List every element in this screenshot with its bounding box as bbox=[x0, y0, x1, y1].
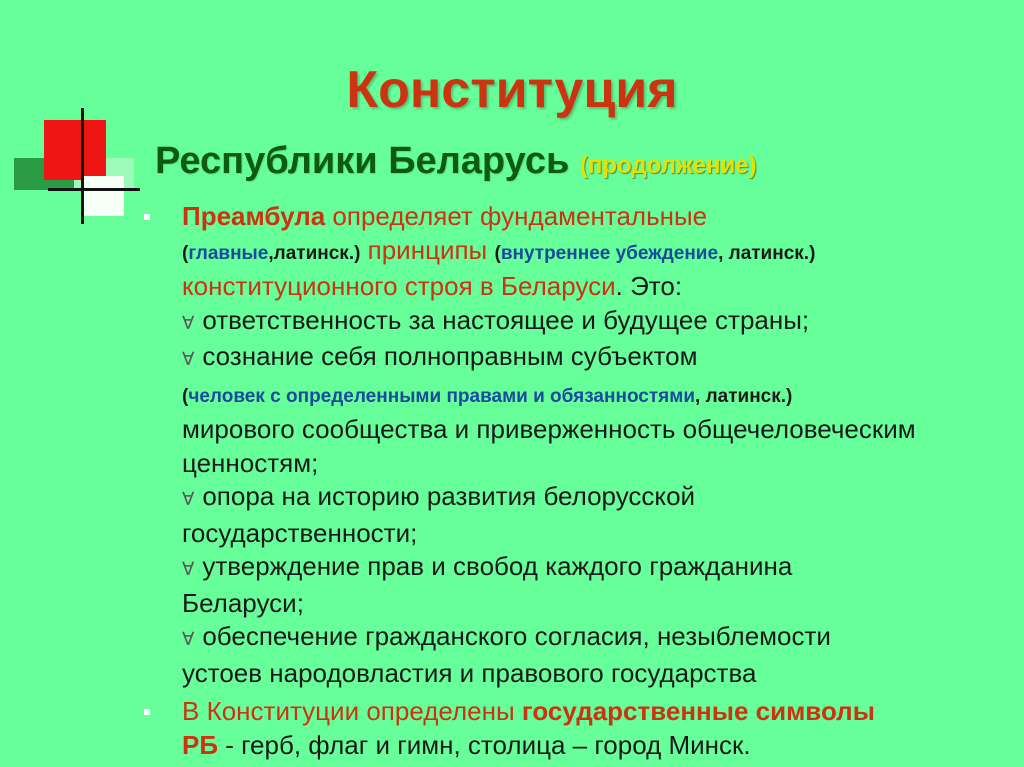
list-item bbox=[182, 304, 1004, 341]
list-item-text: ответственность за настоящее и будущее страны; bbox=[202, 304, 810, 335]
note-main-rest: ,латинск.) bbox=[268, 242, 361, 264]
note-subject-term: человек с определенными правами и обязанностями bbox=[188, 385, 696, 407]
note-subject-open: ( bbox=[182, 385, 189, 407]
symbols-list: - герб, флаг и гимн, столица – город Минск. bbox=[218, 729, 751, 760]
symbols-line bbox=[182, 695, 1004, 729]
symbols-intro: В Конституции определены bbox=[182, 696, 522, 726]
list-item-continuation: Беларуси; bbox=[182, 587, 304, 618]
preamble-line bbox=[182, 200, 1004, 234]
symbols-line-2 bbox=[182, 729, 1004, 763]
list-item-continuation: устоев народовластия и правового государства bbox=[182, 657, 757, 688]
note-conviction-term: внутреннее убеждение bbox=[500, 242, 719, 264]
bullet-symbols bbox=[144, 695, 1004, 762]
checkmark-icon: ∀ bbox=[182, 559, 195, 579]
square-bullet-icon bbox=[144, 214, 150, 220]
principles-line bbox=[182, 234, 1004, 271]
symbols-rb: РБ bbox=[182, 729, 219, 760]
principles-word: принципы bbox=[360, 234, 495, 265]
symbols-term: государственные символы bbox=[521, 696, 875, 726]
list-item-text: сознание себя полноправным субъектом bbox=[202, 341, 698, 371]
list-item-text: обеспечение гражданского согласия, незыблемости bbox=[202, 621, 831, 651]
checkmark-icon: ∀ bbox=[182, 349, 195, 369]
note-main-term: главные bbox=[188, 242, 269, 264]
bullet-preamble bbox=[144, 200, 1004, 690]
page-title: Конституция bbox=[346, 61, 678, 119]
list-item-text: утверждение прав и свобод каждого гражданина bbox=[202, 551, 793, 581]
page-subtitle bbox=[155, 140, 757, 183]
subtitle-text: Республики Беларусь bbox=[155, 140, 570, 182]
preamble-term: Преамбула bbox=[182, 201, 326, 231]
note-conviction-rest: , латинск.) bbox=[718, 242, 816, 264]
note-conviction-open: ( bbox=[494, 242, 501, 264]
preamble-text: определяет фундаментальные bbox=[325, 201, 708, 231]
checkmark-icon: ∀ bbox=[182, 312, 195, 333]
note-main-open: ( bbox=[182, 242, 189, 264]
subject-note-line bbox=[182, 377, 1004, 414]
list-item-continuation: мирового сообщества и приверженность общечеловеческим bbox=[182, 414, 916, 444]
checkmark-icon: ∀ bbox=[182, 489, 195, 509]
constitution-order-text: конституционного строя в Беларуси bbox=[182, 271, 616, 301]
note-subject-rest: , латинск.) bbox=[695, 385, 793, 407]
list-item-text: опора на историю развития белорусской bbox=[202, 481, 696, 511]
list-item-continuation: государственности; bbox=[182, 517, 418, 548]
constitution-line bbox=[182, 270, 1004, 304]
square-bullet-icon bbox=[144, 709, 150, 715]
list-item bbox=[182, 480, 1004, 517]
checkmark-icon: ∀ bbox=[182, 629, 195, 649]
constitution-colon: . Это: bbox=[615, 271, 683, 301]
list-item bbox=[182, 340, 1004, 377]
list-item bbox=[182, 620, 1004, 657]
content-list bbox=[144, 200, 1004, 762]
list-item-continuation: ценностям; bbox=[182, 447, 319, 478]
list-item bbox=[182, 550, 1004, 587]
subtitle-continuation-tag: (продолжение) bbox=[579, 152, 757, 179]
